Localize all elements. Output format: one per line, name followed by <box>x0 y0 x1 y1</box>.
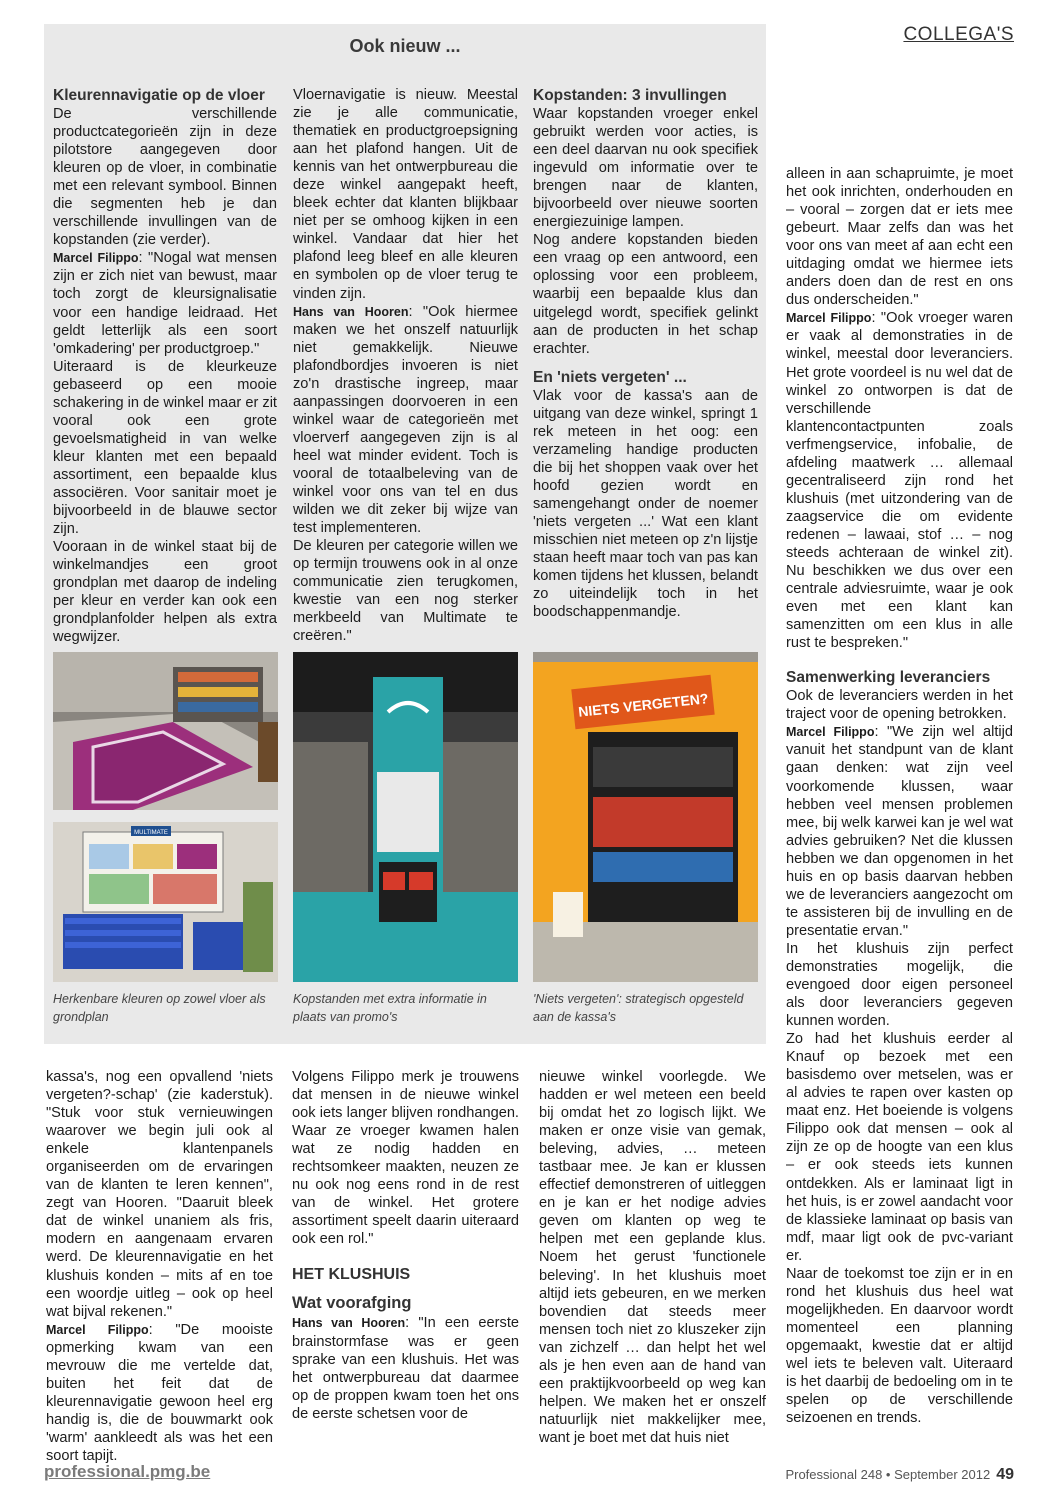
niets-vergeten-sign: NIETS VERGETEN? <box>577 690 710 720</box>
paragraph <box>786 723 1013 940</box>
paragraph: In het klushuis zijn perfect demonstraties mogelijk, die evengoed door eigen personeel als door leveranciers gegeven kunnen worden. <box>786 940 1013 1030</box>
photo-floorplan-baskets <box>53 822 278 982</box>
paragraph: De kleuren per categorie willen we op termijn trouwens ook in al onze communicatie zien terugkomen, kwestie van een nog sterker merkbeeld van Multimate te creëren." <box>293 538 518 645</box>
box-column-3 <box>533 86 758 621</box>
heading-wat-voorafging: Wat voorafging <box>292 1294 412 1313</box>
caption-photo-1: Herkenbare kleuren op zowel vloer als grondplan <box>53 992 266 1024</box>
paragraph: Waar kopstanden vroeger enkel gebruikt werden voor acties, is een deel daarvan nu ook specifiek ingevuld om informatie over te brengen naar de klanten, bijvoorbeeld over nieuwe soorten energiezuinige lampen. <box>533 106 758 231</box>
main-column-1 <box>46 1068 273 1465</box>
box-column-2 <box>293 86 518 645</box>
main-column-4 <box>786 165 1013 1427</box>
speaker-name: Hans van Hooren <box>292 1316 406 1331</box>
caption-photo-3: 'Niets vergeten': strategisch opgesteld aan de kassa's <box>533 992 744 1024</box>
footer-site-link[interactable]: professional.pmg.be <box>44 1462 211 1481</box>
paragraph: Vooraan in de winkel staat bij de winkelmandjes een groot grondplan met daarop de indeling per kleur en verder kan ook een grondplanfolder helpen als extra wegwijzer. <box>53 539 277 646</box>
paragraph: kassa's, nog een opvallend 'niets vergeten?-schap' (zie kaderstuk). "Stuk voor stuk vernieuwingen waarover we begin juli ook al enkele klantenpanels organiseerden om de ervaringen van de klanten te leren kennen", zegt van Hooren. "Daaruit bleek dat de winkel unaniem als fris, modern en aangenaam ervaren werd. De kleurennavigatie en het klushuis konden – mits af en toe een woordje uitleg – ook op heel wat bijval rekenen." <box>46 1069 273 1320</box>
section-tag[interactable]: COLLEGA'S <box>903 24 1014 45</box>
paragraph <box>53 249 277 357</box>
speaker-name: Marcel Filippo <box>53 251 139 266</box>
quote-text: : "Ook vroeger waren er vaak al demonstraties in de winkel, meestal door leveranciers. Het grote voordeel is nu wel dat de winkel zo ontworpen is dat de verschillende klantencontactpunten zoals verfmengservice, infobalie, de afdeling maatwerk … allemaal gecentraliseerd zijn rond het klushuis (met uitzondering van de zaagservice die om evidente redenen – lawaai, stof … – nog steeds achteraan de winkel zit). Nu beschikken we dus over een centrale adviesruimte, waar je ook even met een klant kan samenzitten om een klus in alle rust te bespreken." <box>786 310 1013 652</box>
quote-text: : "Ook hiermee maken we het onszelf natuurlijk niet gemakkelijk. Nieuwe plafondbordjes invoeren is niet zo'n drastische ingreep, maar aanpassingen doorvoeren in een winkel waar de categorieën met vloerverf aangegeven zijn is al heel wat minder evident. Toch is vooral de totaalbeleving van de winkel voor ons van tel en dus wilden we dit zeker bij wijze van test implementeren. <box>293 303 518 537</box>
main-column-3 <box>539 1068 766 1447</box>
heading-kleurennavigatie: Kleurennavigatie op de vloer <box>53 87 265 104</box>
paragraph <box>292 1314 519 1422</box>
page-number: 49 <box>996 1466 1014 1483</box>
speaker-name: Hans van Hooren <box>293 304 409 319</box>
heading-kopstanden: Kopstanden: 3 invullingen <box>533 87 727 104</box>
quote-text: : "In een eerste brainstormfase was er geen sprake van een klushuis. Het was het ontwerpbureau dat daarmee op de proppen kwam toen het ons de eerste schetsen voor de <box>292 1315 519 1422</box>
photo-kopstand-display <box>293 652 518 982</box>
paragraph <box>46 1321 273 1465</box>
heading-niets-vergeten: En 'niets vergeten' ... <box>533 368 687 386</box>
paragraph <box>786 309 1013 652</box>
speaker-name: Marcel Filippo <box>786 725 875 740</box>
quote-text: : "Nogal wat mensen zijn er zich niet van bewust, maar toch zorgt de kleursignalisatie voor een handige leidraad. Het geldt letterlijk als een soort 'omkadering' per productgroep." <box>53 250 277 357</box>
footer-issue <box>785 1466 1014 1484</box>
speaker-name: Marcel Filippo <box>786 311 872 326</box>
paragraph: Nog andere kopstanden bieden een vraag op een antwoord, een oplossing voor een probleem, waarbij een bepaalde klus dan uitgelegd wordt, specifiek gelinkt aan de producten in het schap erachter. <box>533 232 758 357</box>
photo-niets-vergeten-rack <box>533 652 758 982</box>
paragraph <box>293 303 518 538</box>
paragraph: Uiteraard is de kleurkeuze gebaseerd op een mooie schakering in de winkel maar er zit vooral ook een grote gevoelsmatigheid in van welke kleur klanten met een bepaald assortiment, een bepaalde klus associëren. Voor sanitair moet je bijvoorbeeld in de blauwe sector zijn. <box>53 358 277 538</box>
paragraph: alleen in aan schapruimte, je moet het ook inrichten, onderhouden en – vooral – zorgen dat er iets mee gebeurt. Maar zelfs dan was het voor ons van meet af aan echt een uitdaging omdat we hiermee iets anders doen dan de rest en ons dus onderscheiden." <box>786 166 1013 309</box>
photo-floor-navigation <box>53 652 278 810</box>
box-title: Ook nieuw ... <box>349 36 461 56</box>
main-column-2 <box>292 1068 519 1423</box>
paragraph: Volgens Filippo merk je trouwens dat mensen in de nieuwe winkel ook iets langer blijven rondhangen. Waar ze vroeger kwamen halen wat ze nodig hadden en rechtsomkeer maakten, neuzen ze nu ook nog eens rond in de rest van de winkel. Het grotere assortiment speelt daarin uiteraard ook een rol." <box>292 1069 519 1248</box>
heading-het-klushuis: HET KLUSHUIS <box>292 1266 411 1284</box>
paragraph: Vlak voor de kassa's aan de uitgang van deze winkel, springt 1 rek meteen in het oog: een verzameling handige producten die bij het shoppen vaak over het hoofd gezien wordt en samengehangt onder de noemer 'niets vergeten ...' Wat een klant misschien niet meteen op z'n lijstje staan heeft maar toch van pas kan komen tijdens het klussen, belandt zo uiteindelijk toch in het boodschappenmandje. <box>533 387 758 621</box>
quote-text: : "We zijn wel altijd vanuit het standpunt van de klant gaan denken: wat zijn veel voorkomende klussen, waar hebben veel mensen problemen mee, bij welk karwei kan je wel wat advies gebruiken? Net die klussen hebben we dan opgenomen in het huis en op basis daarvan hebben we de leveranciers aangezocht om te assisteren bij de invulling en de presentatie ervan." <box>786 724 1013 939</box>
multimate-label: MULTIMATE <box>134 830 168 836</box>
paragraph: Naar de toekomst toe zijn er in en rond het klushuis dus heel wat mogelijkheden. En daarvoor wordt momenteel een planning opgemaakt, kwestie dat er altijd wel iets te beleven valt. Uiteraard is het daarbij de bedoeling om in te spelen op de verschillende seizoenen en trends. <box>786 1265 1013 1427</box>
paragraph: De verschillende productcategorieën zijn in deze pilotstore aangegeven door kleuren op de vloer, in combinatie met een relevant symbool. Binnen die segmenten heb je dan verschillende invullingen van de kopstanden (zie verder). <box>53 106 277 249</box>
heading-samenwerking: Samenwerking leveranciers <box>786 669 991 687</box>
quote-text: : "De mooiste opmerking kwam van een mevrouw die me vertelde dat, buiten het feit dat de kleurennavigatie gewoon heel erg handig is, die de bouwmarkt ook 'warm' aankleedt als was het een soort tapijt. <box>46 1321 273 1464</box>
caption-photo-2: Kopstanden met extra informatie in plaats van promo's <box>293 992 487 1024</box>
speaker-name: Marcel Filippo <box>46 1322 149 1337</box>
paragraph: Ook de leveranciers werden in het traject voor de opening betrokken. <box>786 688 1013 723</box>
paragraph: nieuwe winkel voorlegde. We hadden er wel meteen een beeld bij omdat het zo logisch lijkt. We maken er onze visie van gemak, beleving, advies, … meteen tastbaar mee. Je kan er klussen effectief demonstreren of uitleggen en je kan er het nodige advies geven om klanten op weg te helpen met een geplande klus. Noem het gerust 'functionele beleving'. In het klushuis moet altijd iets gebeuren, en we merken bovendien dat steeds meer mensen toch niet zo kluszeker zijn van zichzelf … dan helpt het wel als je hen even aan de hand van een praktijkvoorbeeld op weg kan helpen. We maken het er onszelf natuurlijk niet makkelijker mee, want je boet met dat huis niet <box>539 1069 766 1446</box>
issue-label: Professional 248 • September 2012 <box>785 1467 991 1482</box>
paragraph: Zo had het klushuis eerder al Knauf op bezoek met een basisdemo over metselen, was er al advies te rapen over kasten op maat enz. Het boeiende is volgens Filippo ook dat mensen – ook al zijn ze op de hoogte van een klus – er ook steeds iets kunnen ontdekken. Als er laminaat ligt in het huis, is er zowel aandacht voor de klassieke laminaat op basis van mdf, maar ligt ook de pvc-variant er. <box>786 1031 1013 1264</box>
box-column-1 <box>53 86 277 646</box>
paragraph: Vloernavigatie is nieuw. Meestal zie je alle communicatie, thematiek en productgroepsigning aan het plafond hangen. Uit de kennis van het ontwerpbureau die deze winkel aangepakt heeft, bleek echter dat klanten blijkbaar niet per se omhoog kijken in een winkel. Vandaar dat hier het plafond leeg bleef en alle kleuren en symbolen op de vloer terug te vinden zijn. <box>293 87 518 302</box>
